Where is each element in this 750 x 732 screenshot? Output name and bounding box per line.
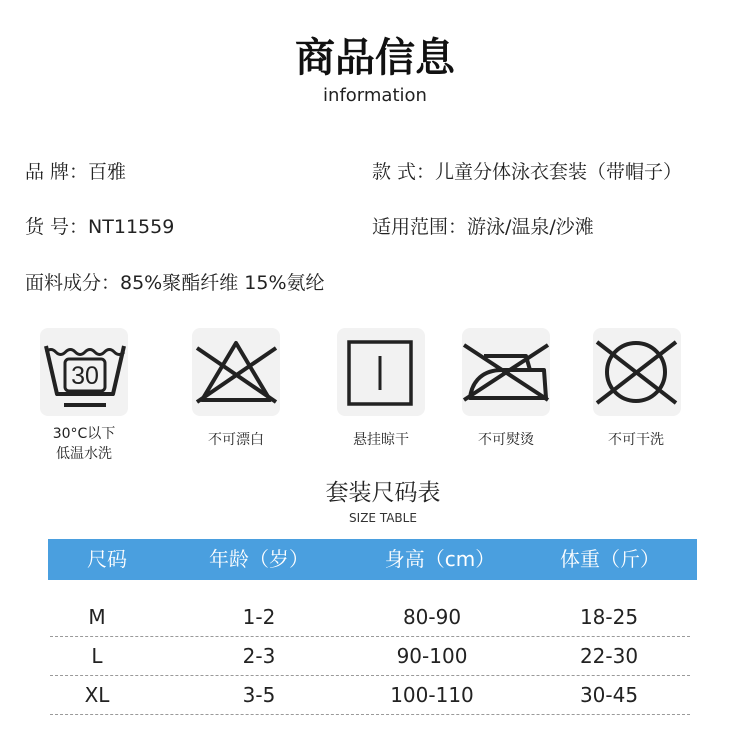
info-style: 款 式：儿童分体泳衣套装（带帽子） bbox=[372, 161, 683, 183]
care-item-dry-clean bbox=[593, 328, 681, 416]
size-table-title: 套装尺码表 bbox=[325, 480, 441, 506]
cell-weight: 18-25 bbox=[579, 605, 639, 629]
cell-height: 80-90 bbox=[402, 605, 462, 629]
cell-weight: 30-45 bbox=[579, 683, 639, 707]
cell-age: 1-2 bbox=[242, 605, 276, 629]
care-item-dry bbox=[337, 328, 425, 416]
cell-size: M bbox=[88, 605, 106, 629]
cell-age: 2-3 bbox=[242, 644, 276, 668]
cell-size: L bbox=[91, 644, 103, 668]
care-label-dry-clean: 不可干洗 bbox=[608, 432, 664, 448]
hang-dry-icon bbox=[337, 328, 425, 416]
size-table-header bbox=[48, 539, 697, 580]
column-header-height: 身高（cm） bbox=[384, 547, 496, 571]
cell-height: 90-100 bbox=[396, 644, 468, 668]
table-row bbox=[50, 637, 690, 676]
size-table-body bbox=[50, 598, 690, 715]
info-brand: 品 牌：百雅 bbox=[25, 161, 127, 183]
info-usage: 适用范围：游泳/温泉/沙滩 bbox=[372, 216, 594, 238]
cell-height: 100-110 bbox=[390, 683, 474, 707]
table-row bbox=[50, 676, 690, 715]
info-item-no: 货 号：NT11559 bbox=[25, 216, 175, 238]
cell-weight: 22-30 bbox=[579, 644, 639, 668]
table-row bbox=[50, 598, 690, 637]
care-item-bleach bbox=[192, 328, 280, 416]
column-header-size: 尺码 bbox=[87, 547, 127, 571]
info-material: 面料成分：85%聚酯纤维 15%氨纶 bbox=[25, 272, 325, 294]
page-subtitle: information bbox=[323, 85, 427, 106]
care-label-wash-line-1: 30°C以下 bbox=[52, 426, 116, 442]
column-header-weight: 体重（斤） bbox=[560, 547, 660, 571]
care-label-dry: 悬挂晾干 bbox=[353, 432, 409, 448]
page-title: 商品信息 bbox=[295, 35, 455, 81]
care-label-bleach: 不可漂白 bbox=[208, 432, 264, 448]
care-label-wash-line-2: 低温水洗 bbox=[56, 446, 112, 462]
cell-size: XL bbox=[84, 683, 110, 707]
wash-temperature-text: 30 bbox=[71, 362, 99, 390]
wash-30-icon bbox=[40, 328, 128, 416]
care-item-iron bbox=[462, 328, 550, 416]
no-iron-icon bbox=[462, 328, 550, 416]
care-label-wash bbox=[24, 424, 144, 464]
care-item-wash bbox=[40, 328, 128, 416]
no-dry-clean-icon bbox=[593, 328, 681, 416]
column-header-age: 年龄（岁） bbox=[209, 547, 309, 571]
size-table-subtitle: SIZE TABLE bbox=[349, 511, 417, 525]
cell-age: 3-5 bbox=[242, 683, 276, 707]
care-label-iron: 不可熨烫 bbox=[478, 432, 534, 448]
no-bleach-icon bbox=[192, 328, 280, 416]
